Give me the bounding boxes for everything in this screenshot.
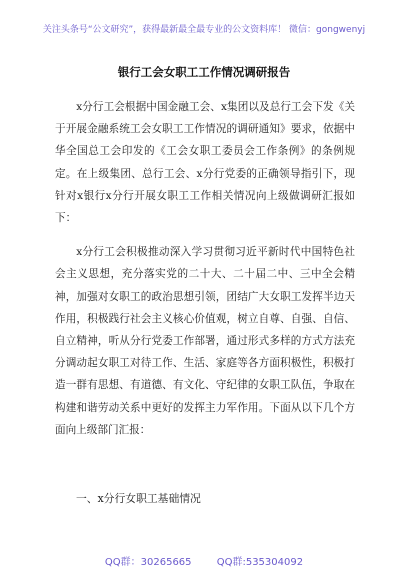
paragraph-main: x分行工会积极推动深入学习贯彻习近平新时代中国特色社会主义思想，充分落实党的二十大、二十届二中、三中全会精神，加强对女职工的政治思想引领，团结广大女职工发挥半边天作用，积极践行社会主义核心价值观，树立自尊、自强、自信、自立精神，听从分行党委工作部署，通过形式多样的方式方法充分调动起女职工对待工作、生活、家庭等各方面积极性，积极打造一群有思想、有道德、有文化、守纪律的女职工队伍，争取在构建和谐劳动关系中更好的发挥主力军作用。下面从以下几个方面向上级部门汇报： (55, 246, 355, 436)
paragraph-intro: x分行工会根据中国金融工会、x集团以及总行工会下发《关于开展金融系统工会女职工工作情况的调研通知》要求，依据中华全国总工会印发的《工会女职工委员会工作条例》的条例规定。在上级集团、总行工会、x分行党委的正确领导指引下，现针对x银行x分行开展女职工工作相关情况向上级做调研汇报如下： (55, 101, 355, 225)
header-notice: 关注头条号“公文研究”，获得最新最全最专业的公文资料库！ 微信：gongwenyj (42, 25, 366, 35)
footer-qq-group-2: QQ群:535304092 (216, 557, 304, 568)
section-heading: 一、x分行女职工基础情况 (76, 492, 201, 505)
footer (0, 553, 408, 568)
footer-qq-group-1: QQ群：30265665 (104, 557, 192, 568)
document-title: 银行工会女职工工作情况调研报告 (117, 65, 291, 79)
document-body (55, 96, 355, 453)
